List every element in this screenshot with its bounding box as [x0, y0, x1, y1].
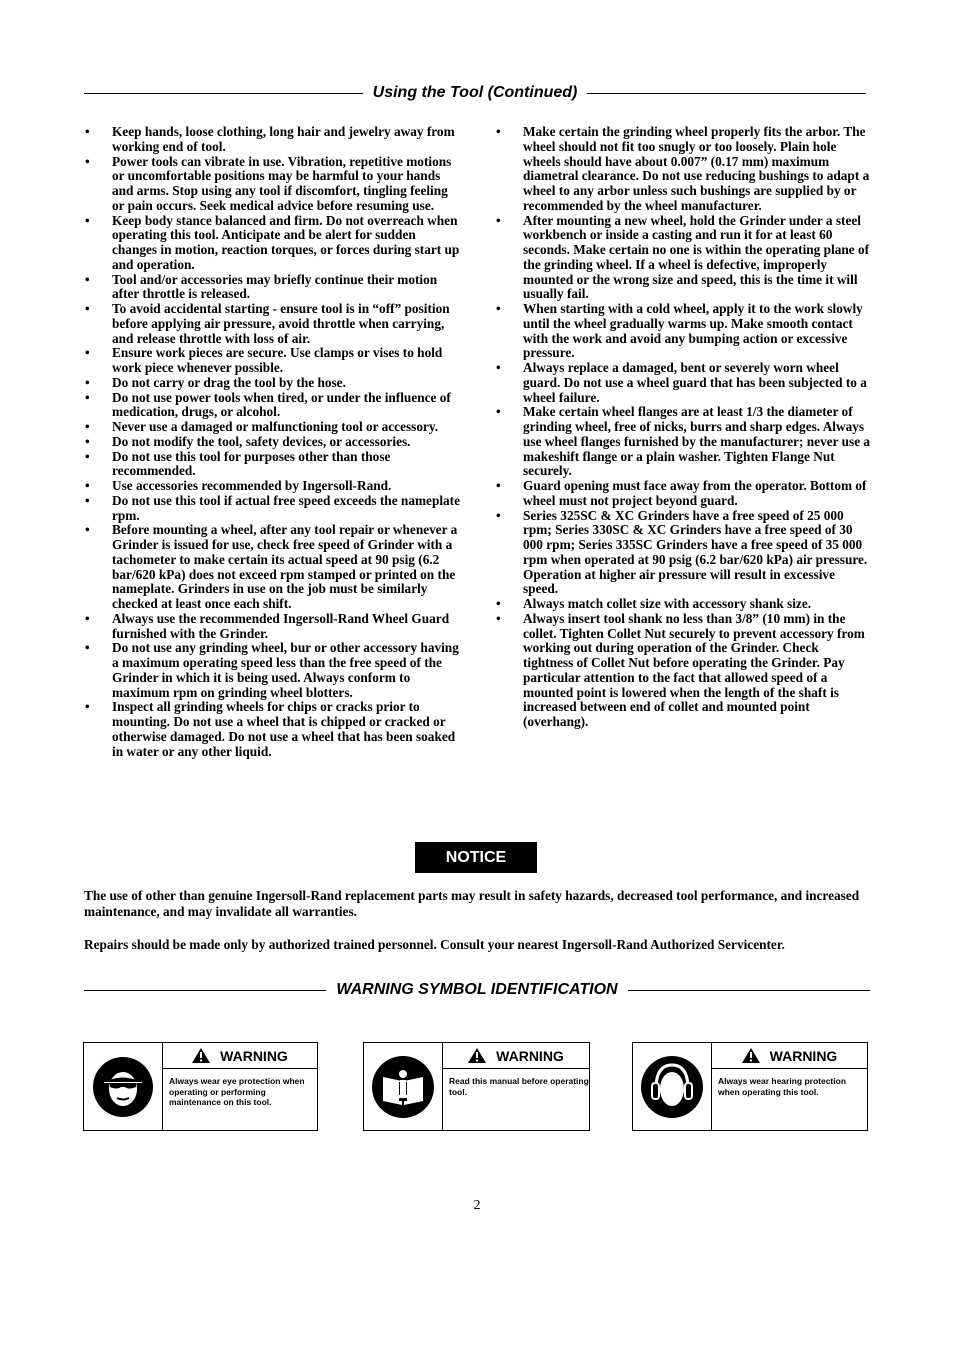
list-item: • Never use a damaged or malfunctioning tool or accessory. [84, 420, 462, 435]
warning-label: WARNING [220, 1047, 288, 1064]
list-item: • Make certain wheel flanges are at least 1/3 the diameter of grinding wheel, free of nicks, burrs and sharp edges. Always use wheel flanges furnished by the manufacturer; never use a makeshift flange or a plain washer. Tighten Flange Nut securely. [495, 405, 871, 479]
list-item: • Always insert tool shank no less than 3/8” (10 mm) in the collet. Tighten Collet Nut securely to prevent accessory from working out during operation of the Grinder. Check tightness of Collet Nut before operating the Grinder. Pay particular attention to the fact that allowed speed of a mounted point is lowered when the length of the shaft is increased between end of collet and mounted point (overhang). [495, 612, 871, 730]
warning-header [163, 1043, 317, 1069]
notice-paragraph-repairs: Repairs should be made only by authorized trained personnel. Consult your nearest Ingersoll-Rand Authorized Servicenter. [84, 937, 785, 952]
list-item: • Series 325SC & XC Grinders have a free speed of 25 000 rpm; Series 330SC & XC Grinders have a free speed of 30 000 rpm; Series 335SC Grinders have a free speed of 35 000 rpm when operated at 90 psig (6.2 bar/620 kPa) air pressure. Operation at higher air pressure will result in excessive speed. [495, 509, 871, 598]
alert-triangle-icon [742, 1048, 760, 1063]
section-title: WARNING SYMBOL IDENTIFICATION [336, 981, 618, 998]
heading-rule-left [84, 990, 326, 991]
list-item: • Guard opening must face away from the operator. Bottom of wheel must not project beyond guard. [495, 479, 871, 509]
right-bullet-list [495, 125, 871, 730]
left-bullet-list [84, 125, 462, 759]
hearing-protection-icon [633, 1043, 712, 1130]
page-number: 2 [473, 1198, 481, 1213]
warning-header [443, 1043, 589, 1069]
warning-label: WARNING [769, 1047, 838, 1064]
warning-box-eye-protection [83, 1042, 318, 1131]
list-item: • Always replace a damaged, bent or severely worn wheel guard. Do not use a wheel guard that has been subjected to a wheel failure. [495, 361, 871, 405]
eye-protection-icon [84, 1043, 163, 1130]
list-item: • Do not use any grinding wheel, bur or other accessory having a maximum operating speed less than the free speed of the Grinder in which it is being used. Always conform to maximum rpm on grinding wheel blotters. [84, 641, 462, 700]
list-item: • To avoid accidental starting - ensure tool is in “off” position before applying air pressure, avoid throttle when carrying, and release throttle with loss of air. [84, 302, 462, 346]
list-item: • Do not use this tool if actual free speed exceeds the nameplate rpm. [84, 494, 462, 524]
warning-header [712, 1043, 867, 1069]
list-item: • Use accessories recommended by Ingersoll-Rand. [84, 479, 462, 494]
list-item: • Tool and/or accessories may briefly continue their motion after throttle is released. [84, 273, 462, 303]
list-item: • Ensure work pieces are secure. Use clamps or vises to hold work piece whenever possible. [84, 346, 462, 376]
list-item: • Do not carry or drag the tool by the hose. [84, 376, 462, 391]
notice-paragraph-parts: The use of other than genuine Ingersoll-Rand replacement parts may result in safety hazards, decreased tool performance, and increased maintenance, and may invalidate all warranties. [84, 888, 860, 919]
list-item: • After mounting a new wheel, hold the Grinder under a steel workbench or inside a casting and run it for at least 60 seconds. Make certain no one is within the operating plane of the grinding wheel. If a wheel is defective, improperly mounted or the wrong size and speed, this is the time it will usually fail. [495, 214, 871, 303]
list-item: • Do not use this tool for purposes other than those recommended. [84, 450, 462, 480]
list-item: • Always use the recommended Ingersoll-Rand Wheel Guard furnished with the Grinder. [84, 612, 462, 642]
list-item: • Inspect all grinding wheels for chips or cracks prior to mounting. Do not use a wheel that is chipped or cracked or otherwise damaged. Do not use a wheel that has been soaked in water or any other liquid. [84, 700, 462, 759]
read-manual-icon [364, 1043, 443, 1130]
alert-triangle-icon [468, 1048, 486, 1063]
section-heading-warning-symbols [84, 980, 870, 1000]
warning-text: Always wear eye protection when operating or performing maintenance on this tool. [169, 1076, 305, 1107]
warning-text: Always wear hearing protection when operating this tool. [718, 1076, 847, 1097]
list-item: • Keep hands, loose clothing, long hair and jewelry away from working end of tool. [84, 125, 462, 155]
heading-rule-right [587, 93, 866, 94]
list-item: • Always match collet size with accessory shank size. [495, 597, 871, 612]
section-title: Using the Tool (Continued) [372, 84, 578, 101]
warning-box-read-manual [363, 1042, 590, 1131]
warning-box-hearing-protection [632, 1042, 868, 1131]
list-item: • Do not use power tools when tired, or under the influence of medication, drugs, or alcohol. [84, 391, 462, 421]
notice-label: NOTICE [415, 842, 537, 873]
alert-triangle-icon [192, 1048, 210, 1063]
list-item: • Make certain the grinding wheel properly fits the arbor. The wheel should not fit too snugly or too loosely. Plain hole wheels should have about 0.007” (0.17 mm) maximum diametral clearance. Do not use reducing bushings to adapt a wheel to any arbor unless such bushings are supplied by or recommended by the wheel manufacturer. [495, 125, 871, 214]
list-item: • Keep body stance balanced and firm. Do not overreach when operating this tool. Anticipate and be alert for sudden changes in motion, reaction torques, or forces during start up and operation. [84, 214, 462, 273]
heading-rule-left [84, 93, 363, 94]
section-heading-using-tool [84, 83, 866, 103]
warning-label: WARNING [496, 1047, 564, 1064]
warning-text: Read this manual before operating tool. [449, 1076, 589, 1097]
list-item: • Do not modify the tool, safety devices, or accessories. [84, 435, 462, 450]
list-item: • Power tools can vibrate in use. Vibration, repetitive motions or uncomfortable positions may be harmful to your hands and arms. Stop using any tool if discomfort, tingling feeling or pain occurs. Seek medical advice before resuming use. [84, 155, 462, 214]
list-item: • When starting with a cold wheel, apply it to the work slowly until the wheel gradually warms up. Make smooth contact with the work and avoid any bumping action or excessive pressure. [495, 302, 871, 361]
heading-rule-right [628, 990, 870, 991]
list-item: • Before mounting a wheel, after any tool repair or whenever a Grinder is issued for use, check free speed of Grinder with a tachometer to make certain its actual speed at 90 psig (6.2 bar/620 kPa) does not exceed rpm stamped or printed on the nameplate. Grinders in use on the job must be similarly checked at least once each shift. [84, 523, 462, 612]
